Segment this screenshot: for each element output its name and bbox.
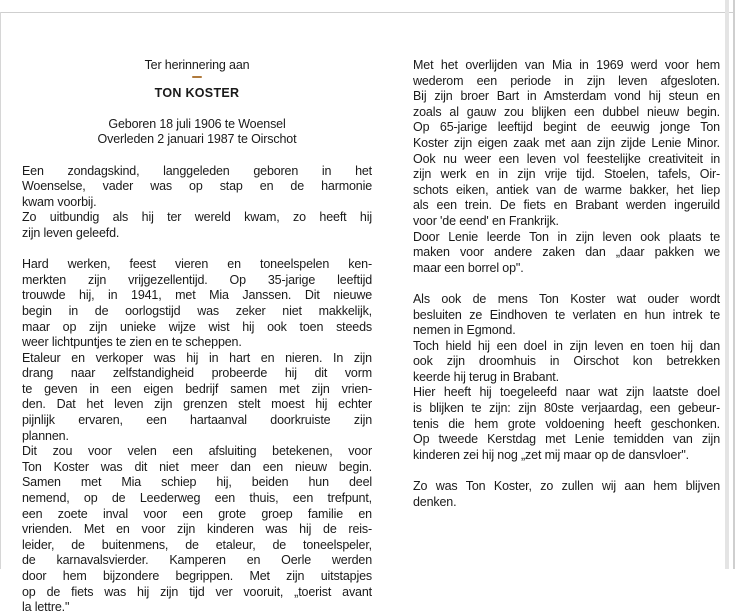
text-line: Zo uitbundig als hij ter wereld kwam, zo heeft hij xyxy=(22,210,372,225)
text-line: Met het overlijden van Mia in 1969 werd voor hem xyxy=(413,58,720,72)
text-line: Als ook de mens Ton Koster wat ouder wordt xyxy=(413,291,720,306)
text-line: op de fiets was hij zijn tijd ver vooruit, „toerist avant xyxy=(22,584,372,599)
text-line: kinderen zei hij nog „zet mij maar op de dansvloer". xyxy=(413,447,689,462)
intro-text: Ter herinnering aan xyxy=(144,58,250,72)
right-paragraph-1 xyxy=(413,58,720,276)
text-line: Etaleur en verkoper was hij in hart en nieren. In zijn xyxy=(22,350,372,365)
text-line: door hem bijzondere begrippen. Met zijn uitstapjes xyxy=(22,569,372,583)
text-line: Een zondagskind, langgeleden geboren in het xyxy=(22,163,372,178)
spacer xyxy=(22,148,372,164)
deceased-name: TON KOSTER xyxy=(154,85,240,100)
text-line: te geven in een eigen bedrijf samen met zijn vrien- xyxy=(22,381,372,396)
text-line: merkten zijn vrijgezellentijd. Op 35-jarige leeftijd xyxy=(22,272,372,287)
text-line: pijnlijk ervaren, een hartaanval doorkruiste zijn xyxy=(22,413,372,428)
text-line: Ton Koster was dit niet meer dan een nieuw begin. xyxy=(22,459,372,474)
text-line: kwam voorbij. xyxy=(22,194,97,209)
page-border-top xyxy=(0,12,735,13)
left-column xyxy=(22,58,372,616)
spacer xyxy=(413,276,720,292)
text-line: zijn werk en in zijn vrije tijd. Stoelen, tafels, Oir- xyxy=(413,167,720,182)
text-line: weer lichtpuntjes te zien en te scheppen. xyxy=(22,335,242,350)
text-line: Hier heeft hij toegeleefd naar wat zijn laatste doel xyxy=(413,385,720,400)
text-line: schots eiken, antiek van de warme bakker, het liep xyxy=(413,182,720,197)
birth-line: Geboren 18 juli 1906 te Woensel xyxy=(108,116,286,131)
text-line: vrienden. Met en voor zijn kinderen was hij de reis- xyxy=(22,522,372,537)
text-line: maken voor andere zaken dan „daar pakken we xyxy=(413,245,720,260)
left-paragraph-2 xyxy=(22,257,372,616)
ornament-mark-icon xyxy=(192,74,202,80)
left-paragraph-1 xyxy=(22,164,372,242)
text-line: den. Dat het leven zijn grenzen stelt moest hij echter xyxy=(22,397,372,412)
text-line: ook zijn droomhuis in Oirschot kon betrekken xyxy=(413,354,720,369)
text-line: plannen. xyxy=(22,428,69,443)
text-line: Koster zijn eigen zaak met aan zijn zijde Lenie Minor. xyxy=(413,135,720,150)
text-line: leider, de buitenmens, de etaleur, de toneelspeler, xyxy=(22,537,372,552)
text-line: als een trein. De fiets en Brabant werden ingeruild xyxy=(413,198,720,213)
text-line: zoals al gauw zou blijken een dubbel nieuw begin. xyxy=(413,104,720,119)
ornament xyxy=(22,74,372,86)
page-border-left xyxy=(0,12,1,569)
text-line: Zo was Ton Koster, zo zullen wij aan hem blijven xyxy=(413,479,720,494)
text-line: Bij zijn broer Bart in Amsterdam vond hij steun en xyxy=(413,89,720,104)
text-line: nemend, op de Leederweg een thuis, een trefpunt, xyxy=(22,491,372,506)
text-line: maar op zijn unieke wijze wist hij ook toen steeds xyxy=(22,319,372,334)
right-paragraph-3 xyxy=(413,479,720,510)
text-line: maar een borrel op". xyxy=(413,260,524,275)
text-line: wederom een periode in zijn leven afgesloten. xyxy=(413,73,720,88)
right-column xyxy=(413,58,720,510)
text-line: is blijken te zijn: zijn 80ste verjaardag, een gebeur- xyxy=(413,401,720,416)
text-line: voor 'de eend' en Frankrijk. xyxy=(413,213,559,228)
text-line: zijn leven geleefd. xyxy=(22,225,120,240)
text-line: besluiten ze Eindhoven te verlaten en hun intrek te xyxy=(413,307,720,322)
text-line: denken. xyxy=(413,494,457,509)
death-line: Overleden 2 januari 1987 te Oirschot xyxy=(97,132,297,147)
page-border-right xyxy=(725,0,729,569)
text-line: Hard werken, feest vieren en toneelspelen ken- xyxy=(22,257,372,272)
text-line: drang naar zelfstandigheid probeerde hij dit vorm xyxy=(22,366,372,381)
text-line: tenis die hem grote voldoening heeft geschonken. xyxy=(413,416,720,431)
text-line: Op 65-jarige leeftijd begint de eeuwig jonge Ton xyxy=(413,120,720,135)
text-line: Op tweede Kerstdag met Lenie temidden van zijn xyxy=(413,432,720,447)
text-line: keerde hij terug in Brabant. xyxy=(413,369,559,384)
text-line: Toch hield hij een doel in zijn leven en toen hij dan xyxy=(413,338,720,353)
spacer xyxy=(22,242,372,258)
text-line: Samen met Mia schiep hij, beiden hun deel xyxy=(22,475,372,490)
text-line: trouwde hij, in 1941, met Mia Janssen. Dit nieuwe xyxy=(22,288,372,303)
text-line: la lettre." xyxy=(22,600,70,615)
spacer xyxy=(22,101,372,117)
text-line: de karnavalsvierder. Kamperen en Oerle werden xyxy=(22,553,372,568)
text-line: Ook nu weer een leven vol feestelijke creativiteit in xyxy=(413,151,720,166)
text-line: nemen in Egmond. xyxy=(413,323,516,338)
right-paragraph-2 xyxy=(413,292,720,464)
text-line: Woenselse, vader was op stap en de harmonie xyxy=(22,179,372,194)
text-line: Door Lenie leerde Ton in zijn leven ook plaats te xyxy=(413,229,720,244)
spacer xyxy=(413,463,720,479)
text-line: Dit zou voor velen een afsluiting betekenen, voor xyxy=(22,444,372,459)
text-line: begin in de oorlogstijd was zeker niet makkelijk, xyxy=(22,303,372,318)
text-line: een zoete inval voor een grote groep familie en xyxy=(22,506,372,521)
